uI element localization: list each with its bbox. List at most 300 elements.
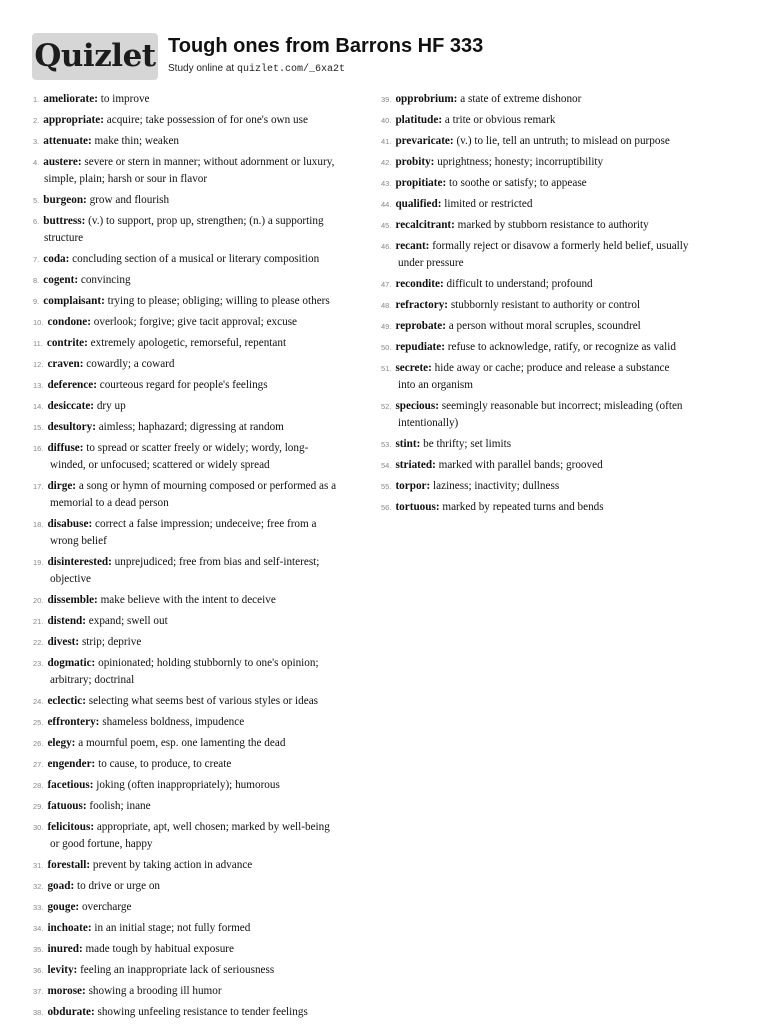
entry-number: 30. [33, 823, 44, 832]
entry-text [43, 90, 370, 108]
quizlet-logo: Quizlet [32, 33, 158, 80]
vocab-entry-first-line [381, 195, 731, 213]
vocab-entry [33, 776, 370, 794]
vocab-term: desultory: [47, 421, 96, 433]
vocab-definition: opinionated; holding stubbornly to one's opinion; [95, 657, 319, 669]
entry-text [47, 713, 370, 731]
vocab-definition: formally reject or disavow a formerly held belief, usually [429, 240, 689, 252]
entry-number: 4. [33, 158, 40, 167]
vocab-term: refractory: [395, 299, 449, 311]
vocab-definition: make believe with the intent to deceive [97, 594, 276, 606]
vocab-definition: to cause, to produce, to create [95, 758, 232, 770]
vocab-entry-first-line [33, 212, 370, 230]
vocab-entry [33, 132, 370, 150]
vocab-definition: make thin; weaken [91, 135, 180, 147]
vocab-term: eclectic: [47, 695, 86, 707]
vocab-entry [33, 111, 370, 129]
entry-text [47, 755, 370, 773]
vocab-term: craven: [47, 358, 84, 370]
vocab-entry-first-line [33, 982, 370, 1000]
entry-number: 2. [33, 116, 40, 125]
entry-number: 20. [33, 596, 44, 605]
vocab-definition: expand; swell out [85, 615, 168, 627]
vocab-definition: convincing [78, 274, 131, 286]
vocab-definition: a mournful poem, esp. one lamenting the dead [75, 737, 286, 749]
entry-text [47, 734, 370, 752]
vocab-entry [33, 477, 370, 512]
entry-text [395, 195, 731, 213]
vocab-definition-continued: intentionally) [398, 417, 459, 429]
entry-number: 41. [381, 137, 392, 146]
vocab-entry-first-line [33, 940, 370, 958]
entry-text [395, 90, 731, 108]
vocab-entry [381, 275, 731, 293]
vocab-entry [381, 174, 731, 192]
vocab-term: recant: [395, 240, 430, 252]
vocab-entry-first-line [33, 633, 370, 651]
vocab-entry-first-line [381, 153, 731, 171]
entry-text [43, 250, 370, 268]
vocab-term: austere: [43, 156, 82, 168]
vocab-definition-continued: arbitrary; doctrinal [50, 674, 135, 686]
vocab-entry [33, 734, 370, 752]
vocab-entry-first-line [33, 191, 370, 209]
vocab-entry [33, 692, 370, 710]
vocab-entry [381, 90, 731, 108]
vocab-entry-first-line [33, 515, 370, 533]
entry-text [395, 498, 731, 516]
entry-number: 21. [33, 617, 44, 626]
entry-text [47, 982, 370, 1000]
entry-text [43, 271, 370, 289]
vocab-definition: strip; deprive [79, 636, 142, 648]
entry-text [395, 296, 731, 314]
vocab-entry-first-line [33, 776, 370, 794]
vocab-entry-first-line [33, 418, 370, 436]
entry-number: 26. [33, 739, 44, 748]
entry-text [47, 397, 370, 415]
vocabulary-list-left-column [33, 90, 370, 1024]
entry-number: 39. [381, 95, 392, 104]
vocab-entry [33, 612, 370, 630]
vocab-definition-continued: memorial to a dead person [50, 497, 169, 509]
vocab-term: dissemble: [47, 594, 98, 606]
entry-text [47, 692, 370, 710]
vocab-entry [33, 334, 370, 352]
entry-number: 9. [33, 297, 40, 306]
entry-number: 29. [33, 802, 44, 811]
vocab-definition: a trite or obvious remark [442, 114, 556, 126]
vocab-definition: uprightness; honesty; incorruptibility [434, 156, 604, 168]
vocab-term: specious: [395, 400, 439, 412]
vocab-entry [381, 435, 731, 453]
entry-text [395, 237, 731, 255]
vocab-entry-first-line [33, 1003, 370, 1021]
vocab-term: torpor: [395, 480, 431, 492]
vocab-entry [381, 153, 731, 171]
vocab-entry [33, 856, 370, 874]
entry-number: 27. [33, 760, 44, 769]
vocab-entry [381, 132, 731, 150]
vocab-entry-first-line [381, 456, 731, 474]
vocab-definition: showing unfeeling resistance to tender feelings [94, 1006, 308, 1018]
entry-number: 53. [381, 440, 392, 449]
entry-text [47, 355, 370, 373]
vocab-entry [33, 515, 370, 550]
vocab-term: obdurate: [47, 1006, 95, 1018]
vocab-definition: grow and flourish [86, 194, 170, 206]
vocab-term: disinterested: [47, 556, 112, 568]
vocab-entry-first-line [33, 334, 370, 352]
entry-number: 1. [33, 95, 40, 104]
vocab-entry-first-line [381, 90, 731, 108]
vocab-entry [33, 212, 370, 247]
entry-text [47, 961, 370, 979]
entry-number: 51. [381, 364, 392, 373]
vocab-entry-first-line [33, 654, 370, 672]
entry-text [47, 477, 370, 495]
entry-number: 55. [381, 482, 392, 491]
vocab-entry-first-line [381, 317, 731, 335]
vocab-entry [33, 418, 370, 436]
vocab-term: forestall: [47, 859, 91, 871]
vocab-term: buttress: [43, 215, 86, 227]
vocab-entry-first-line [381, 132, 731, 150]
vocab-entry [33, 90, 370, 108]
vocab-term: qualified: [395, 198, 442, 210]
entry-number: 49. [381, 322, 392, 331]
vocab-term: felicitous: [47, 821, 95, 833]
vocab-definition: to drive or urge on [74, 880, 161, 892]
vocab-definition: aimless; haphazard; digressing at random [95, 421, 284, 433]
vocab-term: condone: [47, 316, 91, 328]
vocab-entry [33, 797, 370, 815]
subtitle-prefix: Study online at [168, 63, 237, 74]
entry-number: 31. [33, 861, 44, 870]
vocab-entry-first-line [33, 439, 370, 457]
vocab-term: goad: [47, 880, 75, 892]
vocab-entry [33, 292, 370, 310]
vocab-definition: a state of extreme dishonor [457, 93, 582, 105]
entry-text [395, 338, 731, 356]
vocab-entry-first-line [33, 292, 370, 310]
vocab-definition-continued: structure [44, 232, 84, 244]
vocab-entry-first-line [33, 797, 370, 815]
entry-text [43, 153, 370, 171]
entry-text [395, 275, 731, 293]
entry-number: 43. [381, 179, 392, 188]
vocab-entry [33, 271, 370, 289]
vocab-definition: severe or stern in manner; without adornment or luxury, [81, 156, 335, 168]
entry-text [47, 898, 370, 916]
entry-text [395, 317, 731, 335]
entry-number: 42. [381, 158, 392, 167]
vocab-entry [381, 195, 731, 213]
vocab-entry [33, 919, 370, 937]
vocab-term: morose: [47, 985, 86, 997]
entry-number: 25. [33, 718, 44, 727]
vocab-entry-first-line [33, 961, 370, 979]
vocab-term: contrite: [46, 337, 88, 349]
vocab-entry [33, 313, 370, 331]
vocab-entry-first-line [33, 898, 370, 916]
entry-number: 7. [33, 255, 40, 264]
vocab-term: appropriate: [43, 114, 104, 126]
vocab-term: recalcitrant: [395, 219, 455, 231]
study-online-link[interactable]: quizlet.com/_6xa2t [236, 64, 345, 75]
vocab-definition: (v.) to lie, tell an untruth; to mislead on purpose [453, 135, 670, 147]
entry-number: 35. [33, 945, 44, 954]
vocab-term: platitude: [395, 114, 443, 126]
vocab-entry-first-line [33, 397, 370, 415]
vocab-entry [33, 397, 370, 415]
vocab-entry-first-line [33, 355, 370, 373]
vocab-definition: appropriate, apt, well chosen; marked by well-being [94, 821, 330, 833]
vocab-term: recondite: [395, 278, 444, 290]
vocab-entry-first-line [381, 359, 731, 377]
vocab-entry [381, 498, 731, 516]
vocab-definition: refuse to acknowledge, ratify, or recognize as valid [444, 341, 676, 353]
entry-text [395, 456, 731, 474]
vocab-entry [381, 317, 731, 335]
vocab-definition: prevent by taking action in advance [90, 859, 253, 871]
vocab-definition: laziness; inactivity; dullness [430, 480, 560, 492]
vocab-term: deference: [47, 379, 97, 391]
vocab-term: coda: [43, 253, 70, 265]
vocab-entry-first-line [33, 271, 370, 289]
entry-text [47, 418, 370, 436]
vocab-definition: showing a brooding ill humor [85, 985, 222, 997]
vocab-entry-first-line [33, 591, 370, 609]
entry-number: 8. [33, 276, 40, 285]
entry-number: 14. [33, 402, 44, 411]
vocab-entry [33, 591, 370, 609]
vocab-term: effrontery: [47, 716, 100, 728]
vocab-entry-first-line [381, 111, 731, 129]
vocab-definition-continued: simple, plain; harsh or sour in flavor [44, 173, 208, 185]
vocab-term: dogmatic: [47, 657, 96, 669]
entry-number: 56. [381, 503, 392, 512]
vocab-term: opprobrium: [395, 93, 458, 105]
vocab-definition-continued: wrong belief [50, 535, 107, 547]
vocab-entry-first-line [381, 216, 731, 234]
entry-number: 46. [381, 242, 392, 251]
vocab-term: prevaricate: [395, 135, 454, 147]
vocab-entry-first-line [33, 553, 370, 571]
vocab-definition: dry up [94, 400, 126, 412]
vocab-entry [381, 296, 731, 314]
vocab-definition: be thrifty; set limits [420, 438, 512, 450]
vocab-entry [33, 191, 370, 209]
vocab-definition: hide away or cache; produce and release a substance [431, 362, 670, 374]
vocab-entry-first-line [33, 692, 370, 710]
vocab-entry-first-line [33, 376, 370, 394]
vocab-definition: marked by stubborn resistance to authority [454, 219, 649, 231]
entry-number: 52. [381, 402, 392, 411]
vocab-definition: (v.) to support, prop up, strengthen; (n.) a supporting [85, 215, 324, 227]
vocab-entry [33, 982, 370, 1000]
vocab-definition-continued: into an organism [398, 379, 473, 391]
entry-text [43, 292, 370, 310]
vocab-definition: feeling an inappropriate lack of seriousness [77, 964, 275, 976]
vocab-definition: shameless boldness, impudence [99, 716, 245, 728]
vocab-entry [33, 376, 370, 394]
vocab-definition: to soothe or satisfy; to appease [446, 177, 587, 189]
vocab-definition: seemingly reasonable but incorrect; misleading (often [438, 400, 683, 412]
vocab-term: striated: [395, 459, 436, 471]
page-subtitle [168, 63, 345, 75]
vocab-entry [33, 250, 370, 268]
vocab-entry [33, 961, 370, 979]
vocab-term: inured: [47, 943, 83, 955]
vocab-entry-first-line [33, 877, 370, 895]
entry-text [395, 435, 731, 453]
entry-number: 36. [33, 966, 44, 975]
entry-text [47, 940, 370, 958]
vocab-entry-first-line [381, 338, 731, 356]
entry-text [47, 633, 370, 651]
vocab-entry-first-line [33, 90, 370, 108]
vocab-definition: courteous regard for people's feelings [96, 379, 268, 391]
vocab-entry-first-line [33, 818, 370, 836]
entry-text [395, 111, 731, 129]
vocab-entry-first-line [381, 435, 731, 453]
vocab-entry-first-line [381, 174, 731, 192]
vocab-definition-continued: winded, or unfocused; scattered or widely spread [50, 459, 270, 471]
vocab-entry [33, 633, 370, 651]
vocab-term: inchoate: [47, 922, 92, 934]
vocab-entry [381, 237, 731, 272]
vocab-entry [381, 338, 731, 356]
vocab-definition: extremely apologetic, remorseful, repentant [87, 337, 287, 349]
vocab-entry-first-line [381, 477, 731, 495]
vocab-definition: foolish; inane [86, 800, 151, 812]
vocabulary-list-right-column [381, 90, 731, 519]
entry-number: 45. [381, 221, 392, 230]
entry-number: 37. [33, 987, 44, 996]
vocab-entry [33, 654, 370, 689]
vocab-term: reprobate: [395, 320, 446, 332]
vocab-entry-first-line [33, 734, 370, 752]
entry-number: 12. [33, 360, 44, 369]
entry-text [47, 919, 370, 937]
vocab-entry [381, 456, 731, 474]
vocab-term: fatuous: [47, 800, 87, 812]
vocab-entry [33, 898, 370, 916]
vocab-definition: concluding section of a musical or literary composition [69, 253, 320, 265]
entry-text [47, 313, 370, 331]
entry-number: 23. [33, 659, 44, 668]
vocab-entry-first-line [33, 250, 370, 268]
entry-number: 33. [33, 903, 44, 912]
vocab-entry-first-line [33, 477, 370, 495]
entry-text [395, 397, 731, 415]
vocab-term: cogent: [43, 274, 79, 286]
page-title: Tough ones from Barrons HF 333 [168, 35, 484, 57]
vocab-entry [33, 553, 370, 588]
entry-text [47, 591, 370, 609]
vocab-entry [33, 755, 370, 773]
entry-number: 32. [33, 882, 44, 891]
vocab-entry [381, 397, 731, 432]
vocab-term: attenuate: [43, 135, 92, 147]
entry-text [47, 334, 370, 352]
vocab-term: propitiate: [395, 177, 447, 189]
vocab-entry [381, 477, 731, 495]
vocab-entry [33, 153, 370, 188]
vocab-term: levity: [47, 964, 78, 976]
vocab-term: distend: [47, 615, 86, 627]
vocab-definition: a song or hymn of mourning composed or performed as a [76, 480, 337, 492]
vocab-entry [33, 355, 370, 373]
vocab-definition: unprejudiced; free from bias and self-interest; [111, 556, 320, 568]
entry-number: 38. [33, 1008, 44, 1017]
entry-number: 6. [33, 217, 40, 226]
entry-text [47, 654, 370, 672]
vocab-definition: made tough by habitual exposure [82, 943, 234, 955]
entry-number: 19. [33, 558, 44, 567]
entry-text [47, 515, 370, 533]
vocab-term: ameliorate: [43, 93, 98, 105]
vocab-definition: acquire; take possession of for one's own use [103, 114, 308, 126]
vocab-entry-first-line [33, 313, 370, 331]
entry-text [47, 376, 370, 394]
entry-number: 5. [33, 196, 40, 205]
entry-text [47, 1003, 370, 1021]
entry-text [395, 153, 731, 171]
entry-text [43, 111, 370, 129]
vocab-definition: to improve [97, 93, 150, 105]
vocab-entry [33, 877, 370, 895]
vocab-definition: in an initial stage; not fully formed [91, 922, 251, 934]
entry-number: 44. [381, 200, 392, 209]
entry-text [47, 856, 370, 874]
entry-text [43, 191, 370, 209]
vocab-definition: overlook; forgive; give tacit approval; excuse [90, 316, 298, 328]
entry-number: 13. [33, 381, 44, 390]
vocab-definition: marked with parallel bands; grooved [435, 459, 603, 471]
vocab-definition: selecting what seems best of various styles or ideas [85, 695, 319, 707]
vocab-term: diffuse: [47, 442, 84, 454]
vocab-entry [381, 111, 731, 129]
vocab-entry-first-line [381, 275, 731, 293]
vocab-term: dirge: [47, 480, 77, 492]
entry-text [47, 818, 370, 836]
vocab-definition: difficult to understand; profound [443, 278, 593, 290]
entry-text [47, 776, 370, 794]
vocab-term: tortuous: [395, 501, 440, 513]
entry-number: 50. [381, 343, 392, 352]
entry-number: 28. [33, 781, 44, 790]
entry-number: 18. [33, 520, 44, 529]
vocab-entry [33, 713, 370, 731]
vocab-entry-first-line [33, 132, 370, 150]
vocab-term: engender: [47, 758, 96, 770]
vocab-entry-first-line [381, 397, 731, 415]
vocab-definition-continued: or good fortune, happy [50, 838, 153, 850]
entry-text [395, 174, 731, 192]
vocab-entry [33, 940, 370, 958]
vocab-entry-first-line [33, 856, 370, 874]
entry-text [395, 132, 731, 150]
entry-text [47, 797, 370, 815]
entry-text [47, 877, 370, 895]
vocab-term: desiccate: [47, 400, 95, 412]
vocab-definition-continued: under pressure [398, 257, 464, 269]
vocab-term: burgeon: [43, 194, 87, 206]
vocab-definition: to spread or scatter freely or widely; wordy, long- [83, 442, 309, 454]
entry-text [395, 477, 731, 495]
